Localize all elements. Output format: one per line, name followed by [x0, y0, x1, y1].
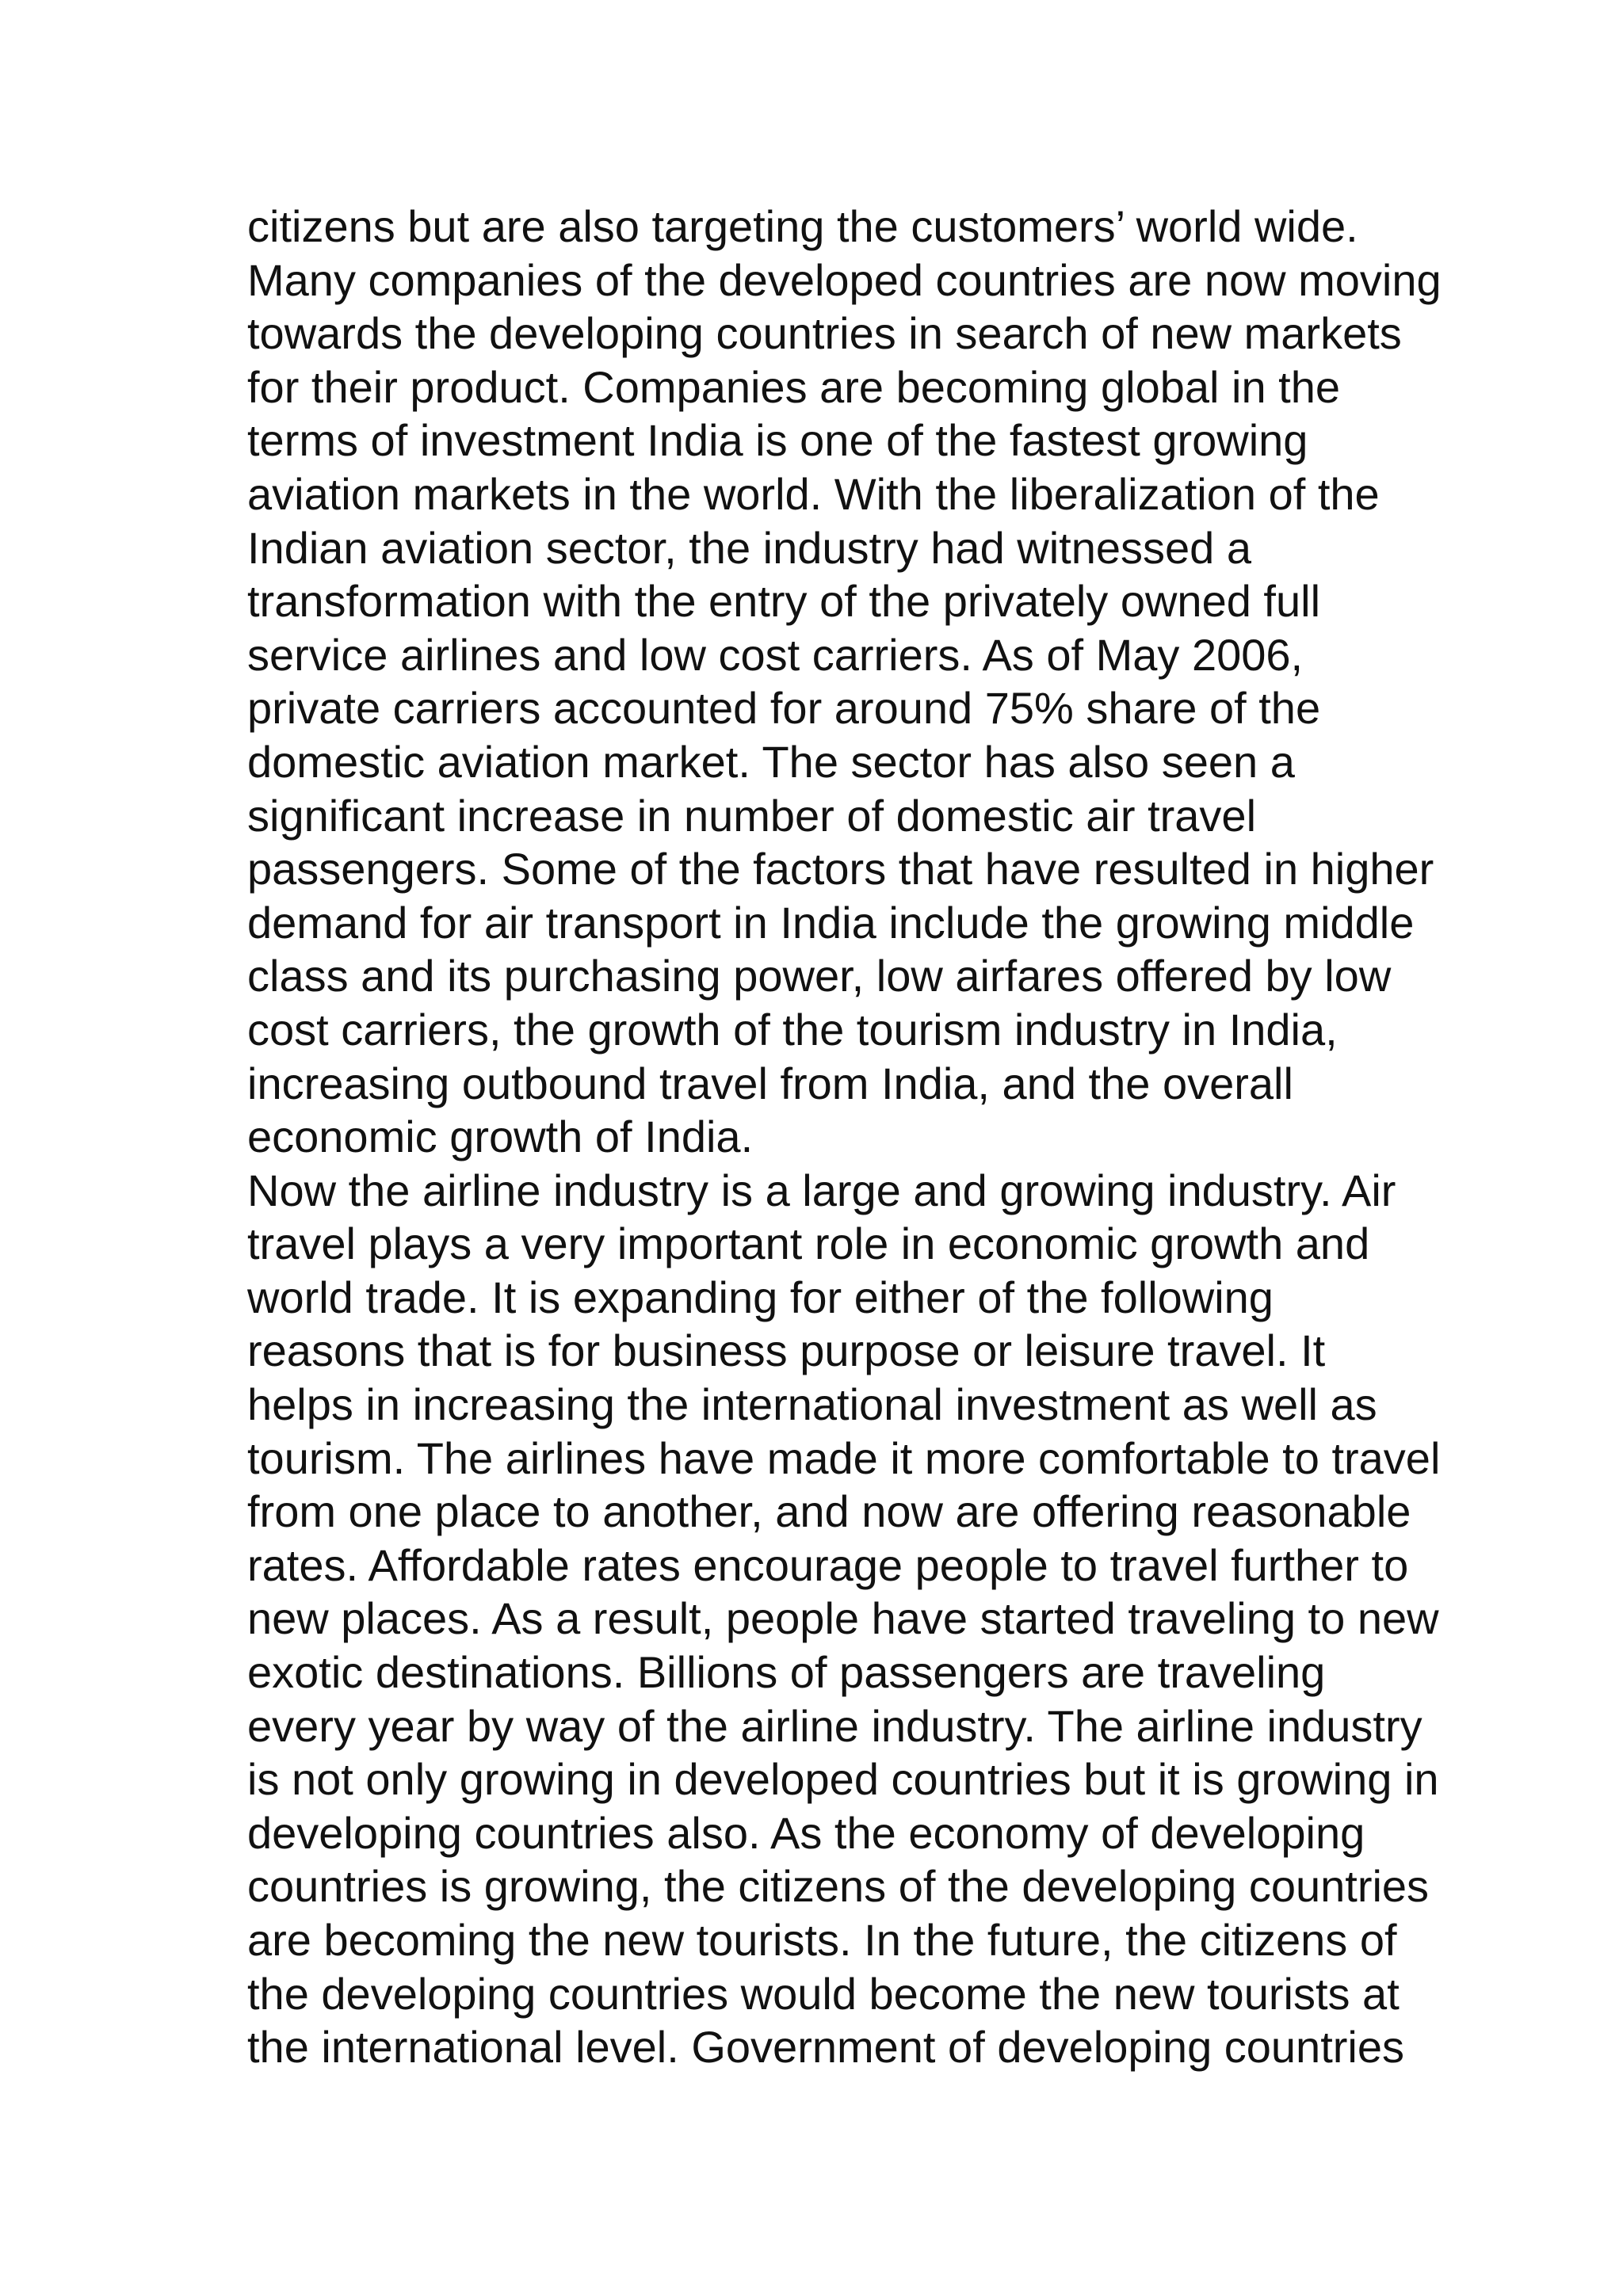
body-text: [247, 200, 1531, 2074]
text-line: Now the airline industry is a large and growing industry. Air: [247, 1165, 1396, 1215]
text-line: tourism. The airlines have made it more comfortable to travel: [247, 1432, 1441, 1483]
text-line: countries is growing, the citizens of the developing countries: [247, 1861, 1430, 1912]
text-line: travel plays a very important role in economic growth and: [247, 1219, 1370, 1269]
text-line: are becoming the new tourists. In the future, the citizens of: [247, 1915, 1397, 1965]
text-line: private carriers accounted for around 75% share of the: [247, 683, 1321, 734]
text-line: rates. Affordable rates encourage people to travel further to: [247, 1539, 1409, 1590]
text-line: exotic destinations. Billions of passengers are traveling: [247, 1647, 1326, 1698]
paragraph-1: [247, 200, 1531, 1164]
text-line: Indian aviation sector, the industry had witnessed a: [247, 522, 1251, 573]
text-line: helps in increasing the international investment as well as: [247, 1379, 1377, 1430]
text-line: demand for air transport in India include the growing middle: [247, 897, 1415, 948]
text-line: the developing countries would become the new tourists at: [247, 1968, 1400, 2019]
text-line: developing countries also. As the economy of developing: [247, 1807, 1365, 1858]
text-line: class and its purchasing power, low airfares offered by low: [247, 951, 1392, 1001]
text-line: significant increase in number of domestic air travel: [247, 790, 1257, 841]
text-line: is not only growing in developed countries but it is growing in: [247, 1754, 1439, 1805]
text-line: increasing outbound travel from India, and the overall: [247, 1058, 1293, 1108]
text-line: aviation markets in the world. With the liberalization of the: [247, 468, 1380, 519]
text-line: terms of investment India is one of the fastest growing: [247, 415, 1308, 466]
text-line: Many companies of the developed countries are now moving: [247, 254, 1442, 305]
text-line: for their product. Companies are becoming global in the: [247, 361, 1340, 412]
text-line: every year by way of the airline industry. The airline industry: [247, 1700, 1423, 1751]
text-line: passengers. Some of the factors that have resulted in higher: [247, 844, 1434, 894]
paragraph-2: [247, 1164, 1531, 2074]
text-line: transformation with the entry of the privately owned full: [247, 576, 1321, 627]
text-line: cost carriers, the growth of the tourism industry in India,: [247, 1004, 1338, 1055]
text-line: reasons that is for business purpose or leisure travel. It: [247, 1325, 1326, 1376]
text-line: economic growth of India.: [247, 1112, 754, 1162]
text-line: from one place to another, and now are offering reasonable: [247, 1486, 1411, 1537]
text-line: world trade. It is expanding for either of the following: [247, 1272, 1274, 1322]
text-line: service airlines and low cost carriers. As of May 2006,: [247, 629, 1304, 680]
text-line: citizens but are also targeting the customers’ world wide.: [247, 201, 1358, 251]
text-line: the international level. Government of developing countries: [247, 2022, 1404, 2073]
text-line: towards the developing countries in search of new markets: [247, 308, 1402, 359]
text-line: new places. As a result, people have started traveling to new: [247, 1593, 1439, 1644]
text-line: domestic aviation market. The sector has also seen a: [247, 736, 1295, 787]
